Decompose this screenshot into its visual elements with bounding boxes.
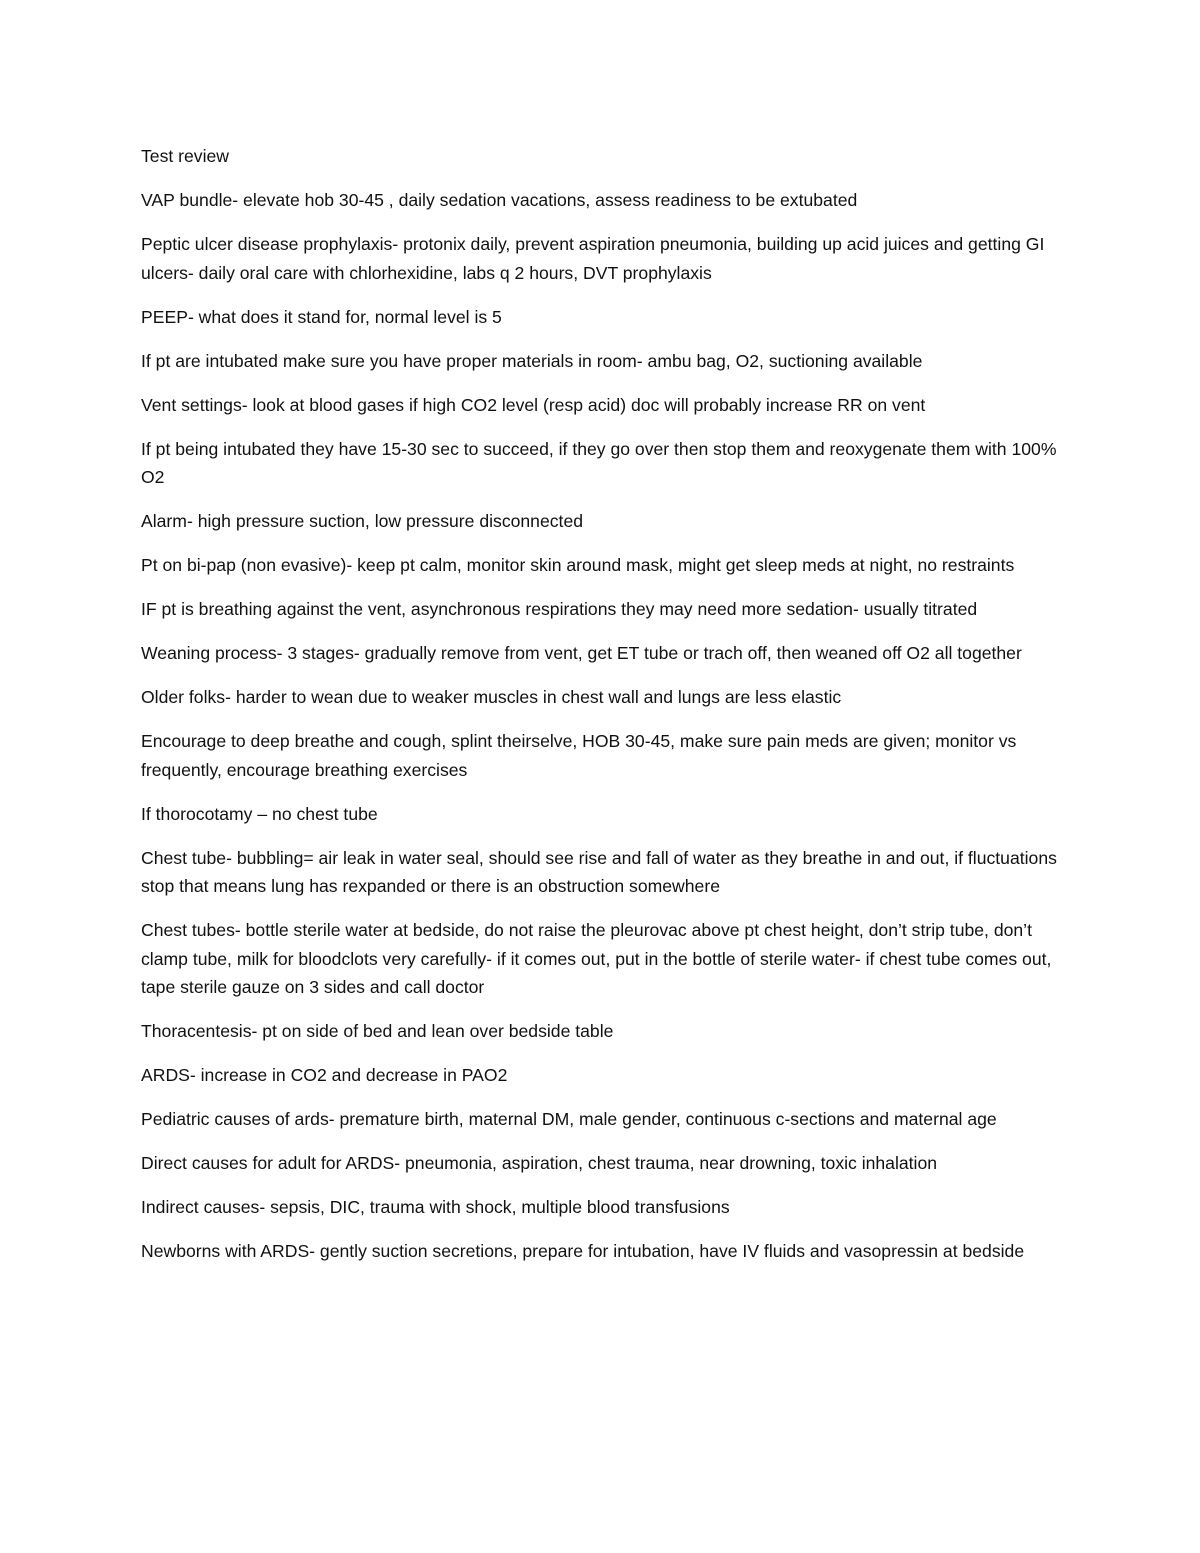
paragraph-vap-bundle: VAP bundle- elevate hob 30-45 , daily sedation vacations, assess readiness to be extubated (141, 190, 858, 210)
paragraph-ards: ARDS- increase in CO2 and decrease in PAO2 (141, 1065, 508, 1085)
paragraph-thoracentesis: Thoracentesis- pt on side of bed and lean over bedside table (141, 1021, 614, 1041)
paragraph-bipap: Pt on bi-pap (non evasive)- keep pt calm, monitor skin around mask, might get sleep meds at night, no restraints (141, 555, 1015, 575)
paragraph-vent-settings: Vent settings- look at blood gases if high CO2 level (resp acid) doc will probably increase RR on vent (141, 394, 926, 415)
paragraph-breathing-against-vent: IF pt is breathing against the vent, asynchronous respirations they may need more sedation- usually titrated (141, 599, 978, 619)
paragraph-indirect-causes: Indirect causes- sepsis, DIC, trauma with shock, multiple blood transfusions (141, 1197, 730, 1217)
paragraph-encourage-breathing: Encourage to deep breathe and cough, splint theirselve, HOB 30-45, make sure pain meds are given; monitor vs frequently, encourage breathing exercises (141, 731, 1017, 780)
paragraph-intubated-materials: If pt are intubated make sure you have proper materials in room- ambu bag, O2, suctioning available (141, 350, 923, 371)
paragraph-thorocotamy: If thorocotamy – no chest tube (141, 803, 378, 824)
paragraph-intubation-time: If pt being intubated they have 15-30 sec to succeed, if they go over then stop them and reoxygenate them with 100% O2 (141, 438, 1057, 487)
paragraph-chest-tube-bubbling: Chest tube- bubbling= air leak in water seal, should see rise and fall of water as they breathe in and out, if fluctuations stop that means lung has rexpanded or there is an obstruction somewhere (141, 847, 1057, 896)
paragraph-alarm: Alarm- high pressure suction, low pressure disconnected (141, 511, 584, 531)
paragraph-peep: PEEP- what does it stand for, normal level is 5 (141, 306, 502, 327)
document-body (141, 142, 1071, 1281)
paragraph-chest-tubes-care: Chest tubes- bottle sterile water at bedside, do not raise the pleurovac above pt chest height, don’t strip tube, don’t clamp tube, milk for bloodclots very carefully- if it comes out, put in the bottle of sterile water- if chest tube comes out, tape sterile gauze on 3 sides and call doctor (141, 920, 1052, 997)
paragraph-direct-causes: Direct causes for adult for ARDS- pneumonia, aspiration, chest trauma, near drowning, toxic inhalation (141, 1153, 938, 1173)
paragraph-pediatric-ards: Pediatric causes of ards- premature birth, maternal DM, male gender, continuous c-sections and maternal age (141, 1109, 997, 1129)
paragraph-weaning-process: Weaning process- 3 stages- gradually remove from vent, get ET tube or trach off, then weaned off O2 all together (141, 643, 1022, 663)
document-title: Test review (141, 146, 229, 166)
paragraph-peptic-ulcer: Peptic ulcer disease prophylaxis- protonix daily, prevent aspiration pneumonia, building up acid juices and getting GI ulcers- daily oral care with chlorhexidine, labs q 2 hours, DVT prophylaxis (141, 234, 1045, 283)
paragraph-newborns-ards: Newborns with ARDS- gently suction secretions, prepare for intubation, have IV fluids and vasopressin at bedside (141, 1241, 1025, 1261)
paragraph-older-folks: Older folks- harder to wean due to weaker muscles in chest wall and lungs are less elastic (141, 687, 842, 707)
